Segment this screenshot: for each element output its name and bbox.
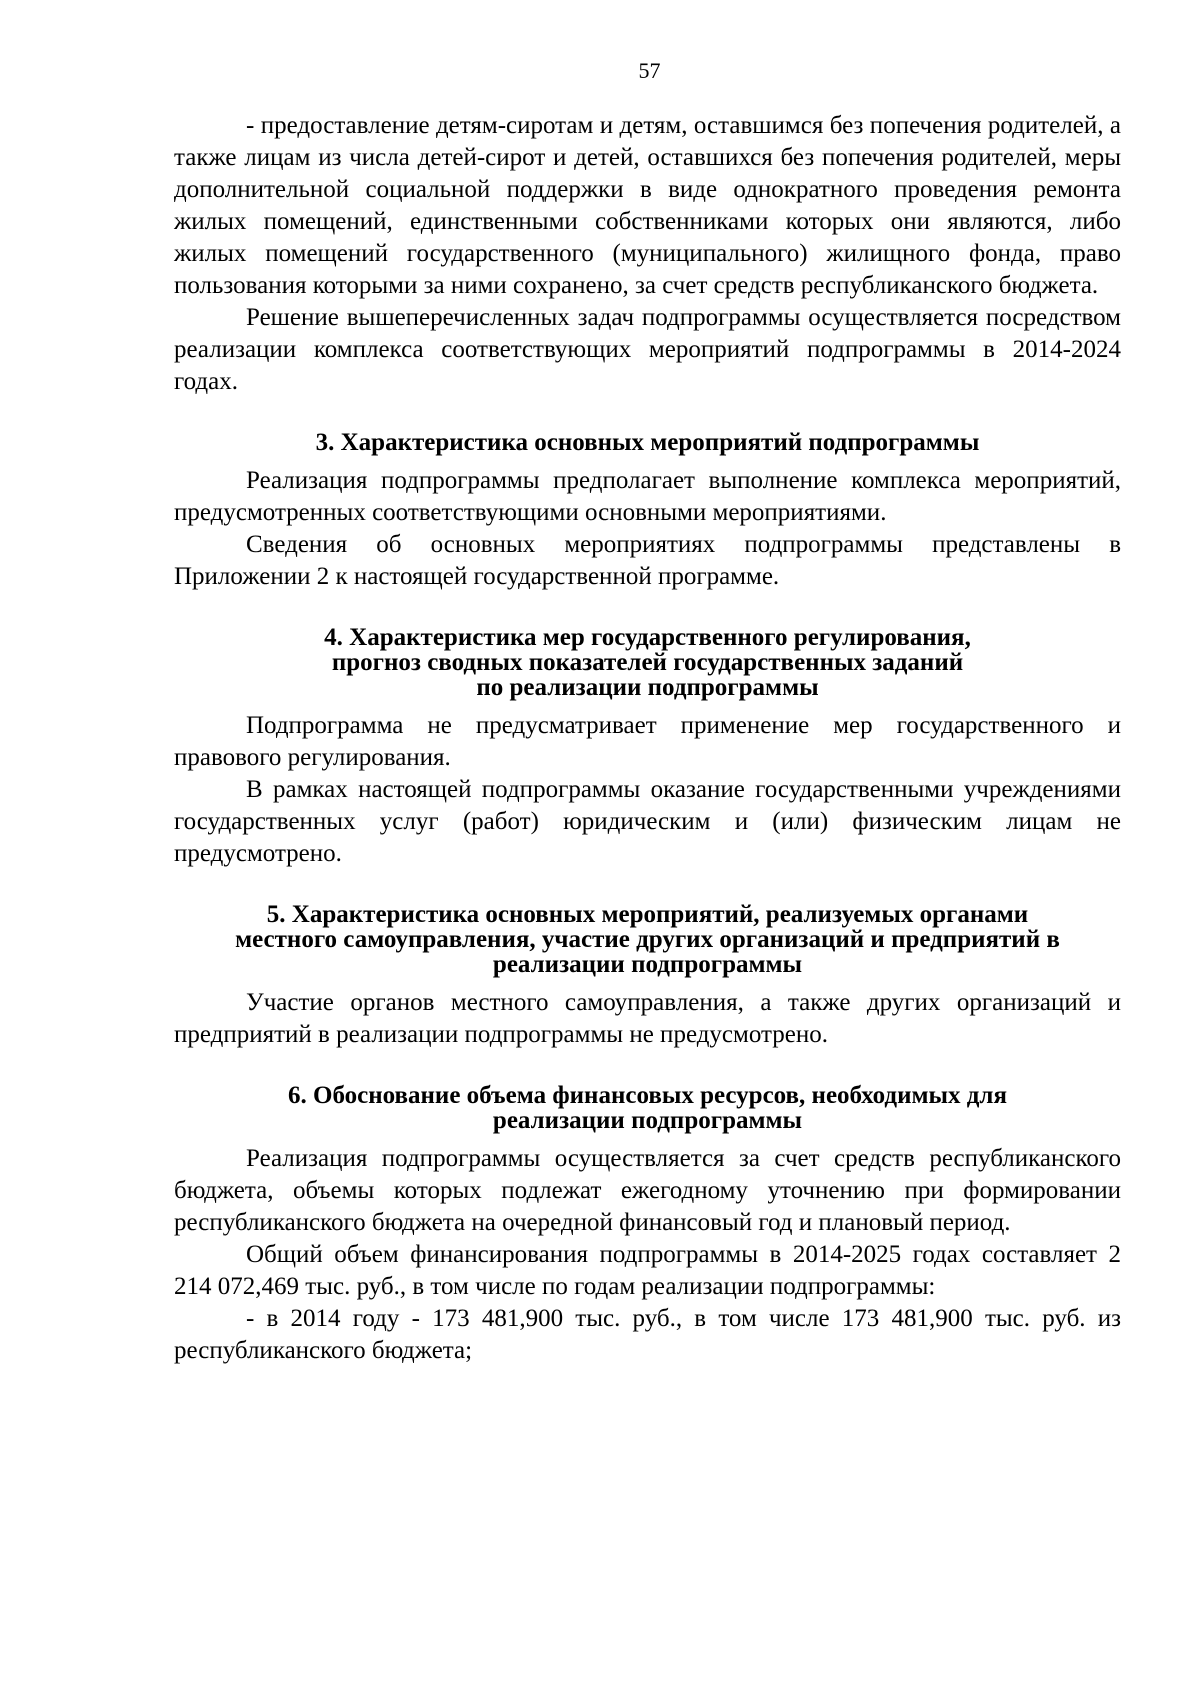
section-3-paragraph: Реализация подпрограммы предполагает выполнение комплекса мероприятий, предусмотренных соответствующими основными мероприятиями. (174, 467, 1121, 526)
section-5-heading-line: 5. Характеристика основных мероприятий, реализуемых органами (266, 901, 1029, 928)
section-6-heading-line: реализации подпрограммы (492, 1107, 803, 1134)
section-6-paragraph: Общий объем финансирования подпрограммы в 2014-2025 годах составляет 2 214 072,469 тыс. руб., в том числе по годам реализации подпрограммы: (174, 1241, 1121, 1300)
section-5-heading (174, 902, 1121, 977)
section-4-heading-line: 4. Характеристика мер государственного регулирования, (324, 624, 971, 651)
section-5-paragraph: Участие органов местного самоуправления, а также других организаций и предприятий в реализации подпрограммы не предусмотрено. (174, 989, 1121, 1048)
intro-block (174, 110, 1121, 398)
section-6-funding-2014: - в 2014 году - 173 481,900 тыс. руб., в том числе 173 481,900 тыс. руб. из республиканского бюджета; (174, 1305, 1121, 1364)
section-5-heading-line: местного самоуправления, участие других организаций и предприятий в (235, 926, 1060, 953)
section-4-heading-line: прогноз сводных показателей государственных заданий (331, 649, 964, 676)
section-4-heading-line: по реализации подпрограммы (476, 674, 819, 701)
section-6-heading-line: 6. Обоснование объема финансовых ресурсов, необходимых для (288, 1082, 1007, 1109)
page-number: 57 (638, 58, 661, 83)
section-6-heading (174, 1083, 1121, 1133)
section-3-heading (174, 430, 1121, 455)
section-3-paragraph: Сведения об основных мероприятиях подпрограммы представлены в Приложении 2 к настоящей государственной программе. (174, 531, 1121, 590)
section-3-heading-line: 3. Характеристика основных мероприятий подпрограммы (315, 429, 980, 456)
section-4-heading (174, 625, 1121, 700)
paragraph-tasks-solution: Решение вышеперечисленных задач подпрограммы осуществляется посредством реализации комплекса соответствующих мероприятий подпрограммы в 2014-2024 годах. (174, 304, 1121, 395)
section-5-heading-line: реализации подпрограммы (492, 951, 803, 978)
section-4-paragraph: Подпрограмма не предусматривает применение мер государственного и правового регулирования. (174, 712, 1121, 771)
section-6-paragraph: Реализация подпрограммы осуществляется за счет средств республиканского бюджета, объемы которых подлежат ежегодному уточнению при формировании республиканского бюджета на очередной финансовый год и плановый период. (174, 1145, 1121, 1236)
section-4-paragraph: В рамках настоящей подпрограммы оказание государственными учреждениями государственных услуг (работ) юридическим и (или) физическим лицам не предусмотрено. (174, 776, 1121, 867)
paragraph-orphans-support: - предоставление детям-сиротам и детям, оставшимся без попечения родителей, а также лицам из числа детей-сирот и детей, оставшихся без попечения родителей, меры дополнительной социальной поддержки в виде однократного проведения ремонта жилых помещений, единственными собственниками которых они являются, либо жилых помещений государственного (муниципального) жилищного фонда, право пользования которыми за ними сохранено, за счет средств республиканского бюджета. (174, 112, 1121, 299)
document-page (174, 56, 1121, 1367)
